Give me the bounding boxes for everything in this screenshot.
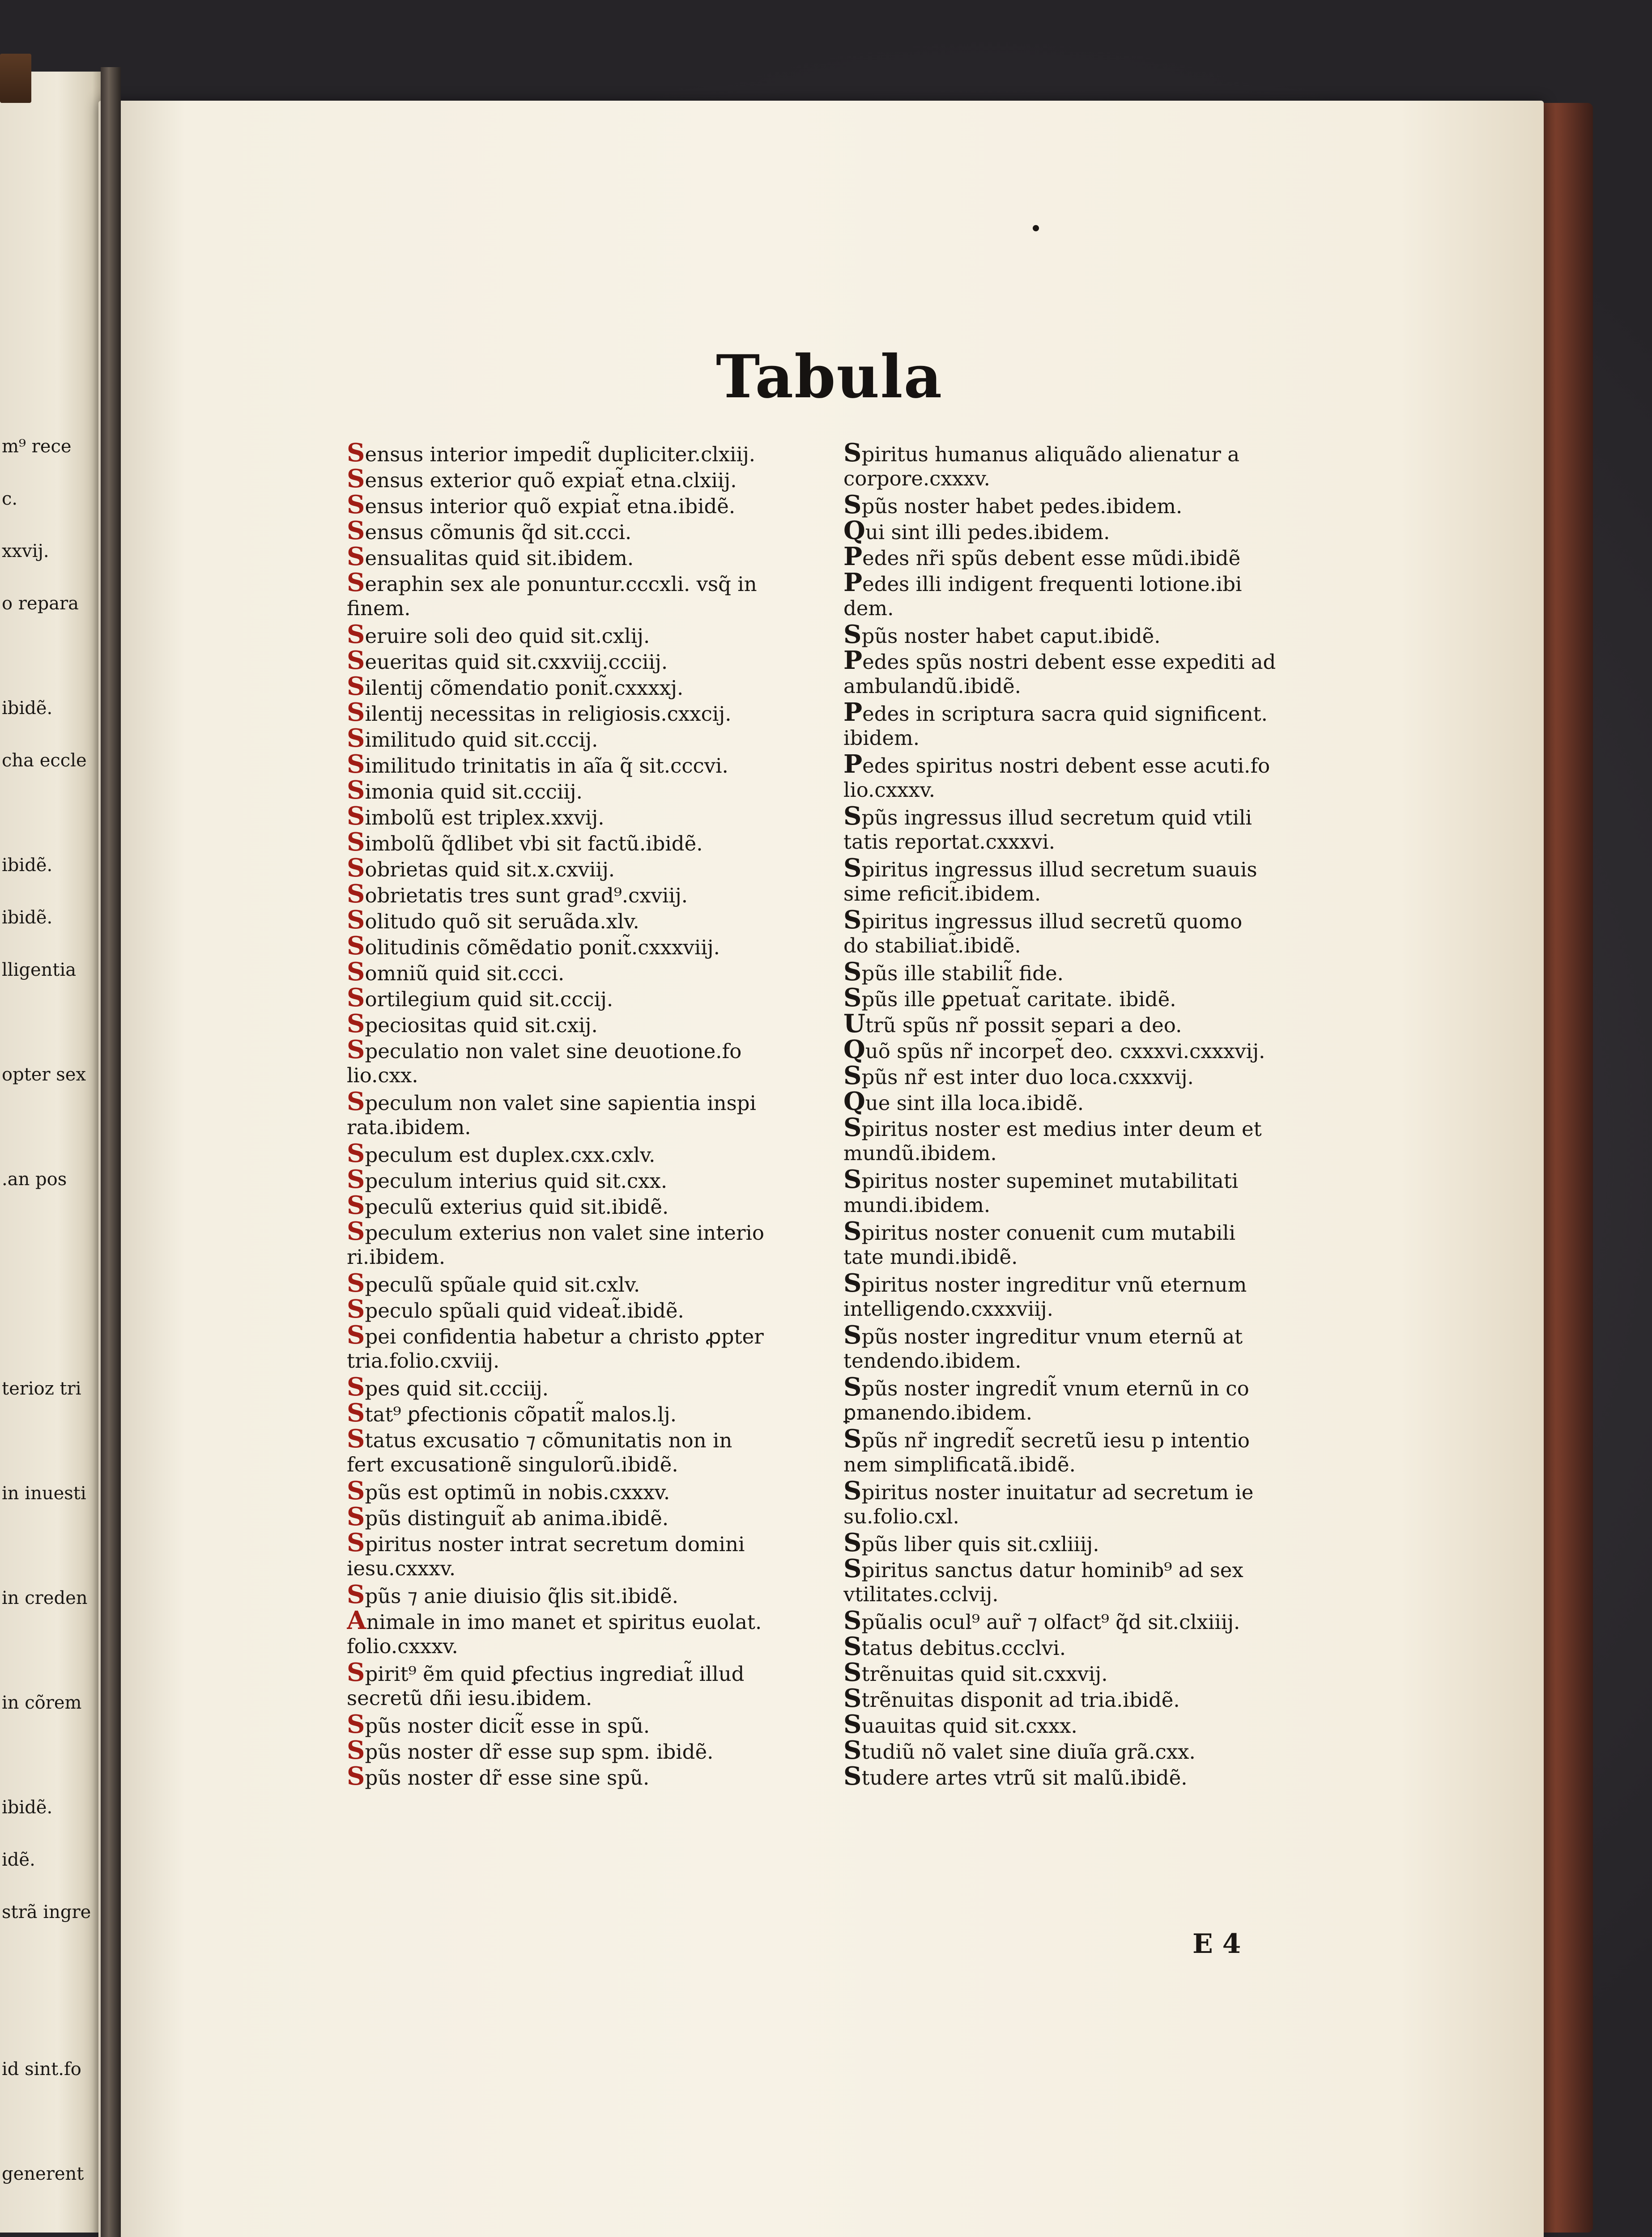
- index-line: Simonia quid sit.ccciij.: [347, 777, 817, 803]
- page-title: Tabula: [716, 342, 943, 412]
- left-page-fragment: [2, 996, 100, 1049]
- index-line: Solitudo quõ sit seruãda.xlv.: [347, 907, 817, 933]
- initial-letter: Q: [843, 1089, 865, 1114]
- index-line: Spiritus noster ingreditur vnũ eternum: [843, 1270, 1329, 1296]
- index-line: tatis reportat.cxxxvi.: [843, 830, 1056, 854]
- left-page-edge: [0, 72, 105, 2233]
- index-line: Studere artes vtrũ sit malũ.ibidẽ.: [843, 1763, 1329, 1789]
- initial-letter: S: [843, 855, 862, 881]
- initial-letter: S: [347, 751, 365, 777]
- initial-letter: S: [347, 518, 365, 544]
- initial-letter: S: [347, 1374, 365, 1400]
- initial-letter: U: [843, 1011, 865, 1037]
- index-line: intelligendo.cxxxviij.: [843, 1297, 1053, 1321]
- index-line: Speculũ exterius quid sit.ibidẽ.: [347, 1192, 817, 1218]
- left-page-fragment: ibidẽ.: [2, 855, 53, 876]
- index-line: Spũs liber quis sit.cxliiij.: [843, 1530, 1329, 1556]
- left-page-fragment: [2, 1310, 100, 1363]
- left-page-fragment: ibidẽ.: [2, 907, 53, 928]
- initial-letter: S: [843, 492, 862, 518]
- index-line: folio.cxxxv.: [347, 1634, 458, 1658]
- initial-letter: S: [347, 1763, 365, 1789]
- index-line: tria.folio.cxviij.: [347, 1349, 500, 1373]
- initial-letter: Q: [843, 518, 865, 544]
- index-line: fert excusationẽ singulorũ.ibidẽ.: [347, 1453, 678, 1476]
- index-line: Sensualitas quid sit.ibidem.: [347, 544, 817, 570]
- index-line: Seruire soli deo quid sit.cxlij.: [347, 621, 817, 647]
- index-line: Spiritus noster intrat secretum domini: [347, 1530, 817, 1556]
- left-page-fragment: generent: [2, 2164, 84, 2184]
- index-line: Spei confidentia habetur a christo ꝓpter: [347, 1322, 817, 1348]
- index-line: ambulandũ.ibidẽ.: [843, 674, 1021, 698]
- left-page-fragment: in inuesti: [2, 1483, 86, 1504]
- index-line: Speciositas quid sit.cxij.: [347, 1011, 817, 1037]
- initial-letter: P: [843, 647, 863, 673]
- index-line: Spiritus ingressus illud secretum suauis: [843, 855, 1329, 881]
- index-line: dem.: [843, 596, 894, 620]
- index-line: Suauitas quid sit.cxxx.: [843, 1711, 1329, 1737]
- initial-letter: P: [843, 699, 863, 725]
- initial-letter: S: [347, 1089, 365, 1114]
- right-column: [843, 440, 1329, 1789]
- initial-letter: S: [347, 829, 365, 855]
- initial-letter: S: [347, 544, 365, 570]
- index-line: Seraphin sex ale ponuntur.cccxli. vsq̃ in: [347, 570, 817, 595]
- index-line: Spũs nr̃ ingredit̃ secretũ iesu p intentio: [843, 1426, 1329, 1452]
- index-line: mundi.ibidem.: [843, 1193, 991, 1217]
- index-line: Spũs ingressus illud secretum quid vtili: [843, 803, 1329, 829]
- index-line: Similitudo quid sit.cccij.: [347, 725, 817, 751]
- left-page-fragment: strã ingre: [2, 1902, 91, 1922]
- index-line: Spũs ille ꝑpetuat̃ caritate. ibidẽ.: [843, 985, 1329, 1011]
- index-line: Speculum non valet sine sapientia inspi: [347, 1089, 817, 1114]
- initial-letter: S: [843, 1166, 862, 1192]
- initial-letter: S: [347, 855, 365, 881]
- initial-letter: S: [843, 621, 862, 647]
- initial-letter: S: [843, 1270, 862, 1296]
- index-line: Studiũ nõ valet sine diuĩa grã.cxx.: [843, 1737, 1329, 1763]
- left-column: [347, 440, 817, 1789]
- index-line: Spũs distinguit̃ ab anima.ibidẽ.: [347, 1504, 817, 1530]
- initial-letter: S: [843, 1218, 862, 1244]
- initial-letter: S: [347, 803, 365, 829]
- index-line: Spiritus noster supeminet mutabilitati: [843, 1166, 1329, 1192]
- index-line: do stabiliat̃.ibidẽ.: [843, 934, 1021, 957]
- index-line: Spũs nr̃ est inter duo loca.cxxxvij.: [843, 1063, 1329, 1089]
- index-line: Strẽnuitas disponit ad tria.ibidẽ.: [843, 1685, 1329, 1711]
- initial-letter: S: [843, 1608, 862, 1633]
- index-line: Spiritus humanus aliquãdo alienatur a: [843, 440, 1329, 466]
- initial-letter: S: [347, 959, 365, 985]
- initial-letter: S: [347, 1322, 365, 1348]
- left-page-fragment: .an pos: [2, 1169, 67, 1190]
- index-line: vtilitates.cclvij.: [843, 1582, 999, 1606]
- left-page-fragment: id sint.fo: [2, 2059, 81, 2080]
- index-line: nem simplificatã.ibidẽ.: [843, 1453, 1076, 1476]
- initial-letter: S: [843, 985, 862, 1011]
- initial-letter: S: [843, 1374, 862, 1400]
- index-line: lio.cxxxv.: [843, 778, 936, 802]
- initial-letter: S: [347, 570, 365, 595]
- initial-letter: S: [347, 699, 365, 725]
- index-line: Que sint illa loca.ibidẽ.: [843, 1089, 1329, 1114]
- index-line: Quõ spũs nr̃ incorpet̃ deo. cxxxvi.cxxxvij.: [843, 1037, 1329, 1063]
- index-line: sime reficit̃.ibidem.: [843, 882, 1041, 906]
- initial-letter: S: [347, 1711, 365, 1737]
- index-line: Pedes illi indigent frequenti lotione.ibi: [843, 570, 1329, 595]
- index-line: Similitudo trinitatis in aĩa q̃ sit.cccvi.: [347, 751, 817, 777]
- initial-letter: S: [843, 1478, 862, 1504]
- index-line: lio.cxx.: [347, 1063, 418, 1087]
- index-line: Spũs est optimũ in nobis.cxxxv.: [347, 1478, 817, 1504]
- initial-letter: Q: [843, 1037, 865, 1063]
- left-page-fragment: opter sex: [2, 1064, 86, 1085]
- index-line: iesu.cxxxv.: [347, 1557, 456, 1580]
- index-line: Spũs noster dr̃ esse sup spm. ibidẽ.: [347, 1737, 817, 1763]
- left-page-fragment: idẽ.: [2, 1850, 35, 1870]
- initial-letter: S: [843, 1763, 862, 1789]
- index-line: Status debitus.ccclvi.: [843, 1633, 1329, 1659]
- index-line: Spũs ⁊ anie diuisio q̃lis sit.ibidẽ.: [347, 1582, 817, 1608]
- index-line: Spiritus noster inuitatur ad secretum ie: [843, 1478, 1329, 1504]
- initial-letter: S: [347, 1270, 365, 1296]
- index-line: Sensus cõmunis q̃d sit.ccci.: [347, 518, 817, 544]
- clasp-icon: [0, 54, 31, 103]
- left-page-fragment: terioz tri: [2, 1378, 81, 1399]
- initial-letter: S: [347, 647, 365, 673]
- initial-letter: S: [347, 1296, 365, 1322]
- left-page-fragment: [2, 1939, 100, 1991]
- initial-letter: S: [347, 1166, 365, 1192]
- initial-letter: S: [347, 1478, 365, 1504]
- index-line: Sensus interior impedit̃ dupliciter.clxiij.: [347, 440, 817, 466]
- index-line: Silentij cõmendatio ponit̃.cxxxxj.: [347, 673, 817, 699]
- index-line: Utrũ spũs nr̃ possit separi a deo.: [843, 1011, 1329, 1037]
- initial-letter: S: [347, 1011, 365, 1037]
- index-line: Qui sint illi pedes.ibidem.: [843, 518, 1329, 544]
- left-page-fragment: [2, 1729, 100, 1782]
- initial-letter: A: [347, 1608, 366, 1633]
- index-line: Somniũ quid sit.ccci.: [347, 959, 817, 985]
- index-line: Pedes spiritus nostri debent esse acuti.fo: [843, 751, 1329, 777]
- index-line: Status excusatio ⁊ cõmunitatis non in: [347, 1426, 817, 1452]
- initial-letter: S: [347, 907, 365, 933]
- index-line: secretũ dñi iesu.ibidem.: [347, 1686, 592, 1710]
- index-line: Simbolũ q̃dlibet vbi sit factũ.ibidẽ.: [347, 829, 817, 855]
- index-line: Spiritus sanctus datur hominib⁹ ad sex: [843, 1556, 1329, 1582]
- index-line: su.folio.cxl.: [843, 1505, 959, 1528]
- left-page-fragment: [2, 1625, 100, 1677]
- initial-letter: S: [347, 1582, 365, 1608]
- initial-letter: S: [347, 440, 365, 466]
- ink-dot: [1033, 225, 1039, 231]
- initial-letter: S: [347, 777, 365, 803]
- left-page-fragment: lligentia: [2, 960, 77, 980]
- initial-letter: S: [347, 1192, 365, 1218]
- index-line: Seueritas quid sit.cxxviij.ccciij.: [347, 647, 817, 673]
- initial-letter: S: [347, 933, 365, 959]
- index-line: Spũs noster habet caput.ibidẽ.: [843, 621, 1329, 647]
- left-page-fragment: [2, 1991, 100, 2043]
- left-page-fragment: ibidẽ.: [2, 1797, 53, 1818]
- initial-letter: S: [843, 803, 862, 829]
- initial-letter: P: [843, 544, 863, 570]
- index-line: Spũs noster dr̃ esse sine spũ.: [347, 1763, 817, 1789]
- left-page-fragment: [2, 1206, 100, 1258]
- initial-letter: S: [347, 1659, 365, 1685]
- initial-letter: S: [843, 959, 862, 985]
- left-page-fragment: ibidẽ.: [2, 698, 53, 719]
- left-page-fragment: [2, 1101, 100, 1153]
- initial-letter: S: [843, 440, 862, 466]
- initial-letter: S: [347, 1037, 365, 1063]
- index-line: Speculatio non valet sine deuotione.fo: [347, 1037, 817, 1063]
- left-page-fragment: [2, 1415, 100, 1467]
- initial-letter: S: [347, 1504, 365, 1530]
- index-line: Sensus exterior quõ expiat̃ etna.clxiij.: [347, 466, 817, 492]
- index-line: Sortilegium quid sit.cccij.: [347, 985, 817, 1011]
- left-page-fragment: in creden: [2, 1588, 88, 1608]
- index-line: Speculum interius quid sit.cxx.: [347, 1166, 817, 1192]
- index-line: Spũalis ocul⁹ aur̃ ⁊ olfact⁹ q̃d sit.clxiiij.: [843, 1608, 1329, 1633]
- index-line: tendendo.ibidem.: [843, 1349, 1022, 1373]
- left-page-fragment: o repara: [2, 593, 79, 614]
- index-line: Speculum est duplex.cxx.cxlv.: [347, 1140, 817, 1166]
- index-line: Simbolũ est triplex.xxvij.: [347, 803, 817, 829]
- index-line: Spũs noster dicit̃ esse in spũ.: [347, 1711, 817, 1737]
- index-line: Spiritus ingressus illud secretũ quomo: [843, 907, 1329, 933]
- initial-letter: S: [843, 907, 862, 933]
- initial-letter: S: [843, 1426, 862, 1452]
- index-line: Spũs ille stabilit̃ fide.: [843, 959, 1329, 985]
- index-line: Speculo spũali quid videat̃.ibidẽ.: [347, 1296, 817, 1322]
- left-page-fragment: [2, 1520, 100, 1572]
- initial-letter: S: [347, 1737, 365, 1763]
- initial-letter: S: [347, 1218, 365, 1244]
- index-line: Spiritus noster est medius inter deum et: [843, 1114, 1329, 1140]
- initial-letter: S: [843, 1556, 862, 1582]
- index-line: ꝑmanendo.ibidem.: [843, 1401, 1033, 1425]
- left-page-fragment: m⁹ rece: [2, 436, 72, 457]
- index-line: Silentij necessitas in religiosis.cxxcij.: [347, 699, 817, 725]
- initial-letter: S: [843, 1633, 862, 1659]
- index-line: Spũs noster ingreditur vnum eternũ at: [843, 1322, 1329, 1348]
- index-line: Sobrietas quid sit.x.cxviij.: [347, 855, 817, 881]
- initial-letter: S: [843, 1659, 862, 1685]
- initial-letter: S: [843, 1322, 862, 1348]
- index-line: Speculum exterius non valet sine interio: [347, 1218, 817, 1244]
- initial-letter: P: [843, 751, 863, 777]
- left-page-fragment: [2, 787, 100, 839]
- index-line: Strẽnuitas quid sit.cxxvij.: [843, 1659, 1329, 1685]
- initial-letter: S: [347, 492, 365, 518]
- initial-letter: S: [347, 1140, 365, 1166]
- left-page-fragment: [2, 630, 100, 682]
- index-line: Spiritus noster conuenit cum mutabili: [843, 1218, 1329, 1244]
- initial-letter: S: [347, 1530, 365, 1556]
- index-line: finem.: [347, 596, 411, 620]
- index-line: Spirit⁹ ẽm quid ꝑfectius ingrediat̃ illud: [347, 1659, 817, 1685]
- initial-letter: S: [347, 881, 365, 907]
- left-page-fragments: [2, 421, 100, 2237]
- index-line: Stat⁹ ꝑfectionis cõpatit̃ malos.lj.: [347, 1400, 817, 1426]
- left-page-fragment: [2, 2096, 100, 2148]
- index-line: rata.ibidem.: [347, 1115, 471, 1139]
- book-gutter: [101, 67, 121, 2237]
- index-line: ibidem.: [843, 726, 920, 750]
- index-line: Pedes nr̃i spũs debent esse mũdi.ibidẽ: [843, 544, 1329, 570]
- left-page-fragment: c.: [2, 489, 18, 509]
- index-line: Sensus interior quõ expiat̃ etna.ibidẽ.: [347, 492, 817, 518]
- initial-letter: S: [347, 1426, 365, 1452]
- signature-mark: E 4: [1192, 1928, 1241, 1960]
- left-page-fragment: [2, 2200, 100, 2237]
- initial-letter: S: [347, 725, 365, 751]
- right-page: [98, 101, 1544, 2237]
- initial-letter: S: [347, 1400, 365, 1426]
- left-page-fragment: cha eccle: [2, 750, 87, 771]
- index-line: Sobrietatis tres sunt grad⁹.cxviij.: [347, 881, 817, 907]
- initial-letter: S: [347, 621, 365, 647]
- index-line: tate mundi.ibidẽ.: [843, 1245, 1018, 1269]
- initial-letter: S: [843, 1711, 862, 1737]
- index-line: mundũ.ibidem.: [843, 1141, 997, 1165]
- initial-letter: P: [843, 570, 863, 595]
- initial-letter: S: [347, 673, 365, 699]
- index-line: Pedes in scriptura sacra quid significent.: [843, 699, 1329, 725]
- index-line: Spes quid sit.ccciij.: [347, 1374, 817, 1400]
- index-line: Solitudinis cõmẽdatio ponit̃.cxxxviij.: [347, 933, 817, 959]
- initial-letter: S: [843, 1737, 862, 1763]
- initial-letter: S: [843, 1685, 862, 1711]
- index-line: corpore.cxxxv.: [843, 467, 990, 490]
- index-line: Spũs noster habet pedes.ibidem.: [843, 492, 1329, 518]
- left-page-fragment: xxvij.: [2, 541, 49, 561]
- index-line: Pedes spũs nostri debent esse expediti ad: [843, 647, 1329, 673]
- initial-letter: S: [843, 1114, 862, 1140]
- initial-letter: S: [843, 1530, 862, 1556]
- initial-letter: S: [843, 1063, 862, 1089]
- index-line: ri.ibidem.: [347, 1245, 446, 1269]
- index-line: Spũs noster ingredit̃ vnum eternũ in co: [843, 1374, 1329, 1400]
- initial-letter: S: [347, 466, 365, 492]
- left-page-fragment: [2, 1258, 100, 1310]
- left-page-fragment: in cõrem: [2, 1693, 82, 1713]
- index-line: Speculũ spũale quid sit.cxlv.: [347, 1270, 817, 1296]
- initial-letter: S: [347, 985, 365, 1011]
- index-line: Animale in imo manet et spiritus euolat.: [347, 1608, 817, 1633]
